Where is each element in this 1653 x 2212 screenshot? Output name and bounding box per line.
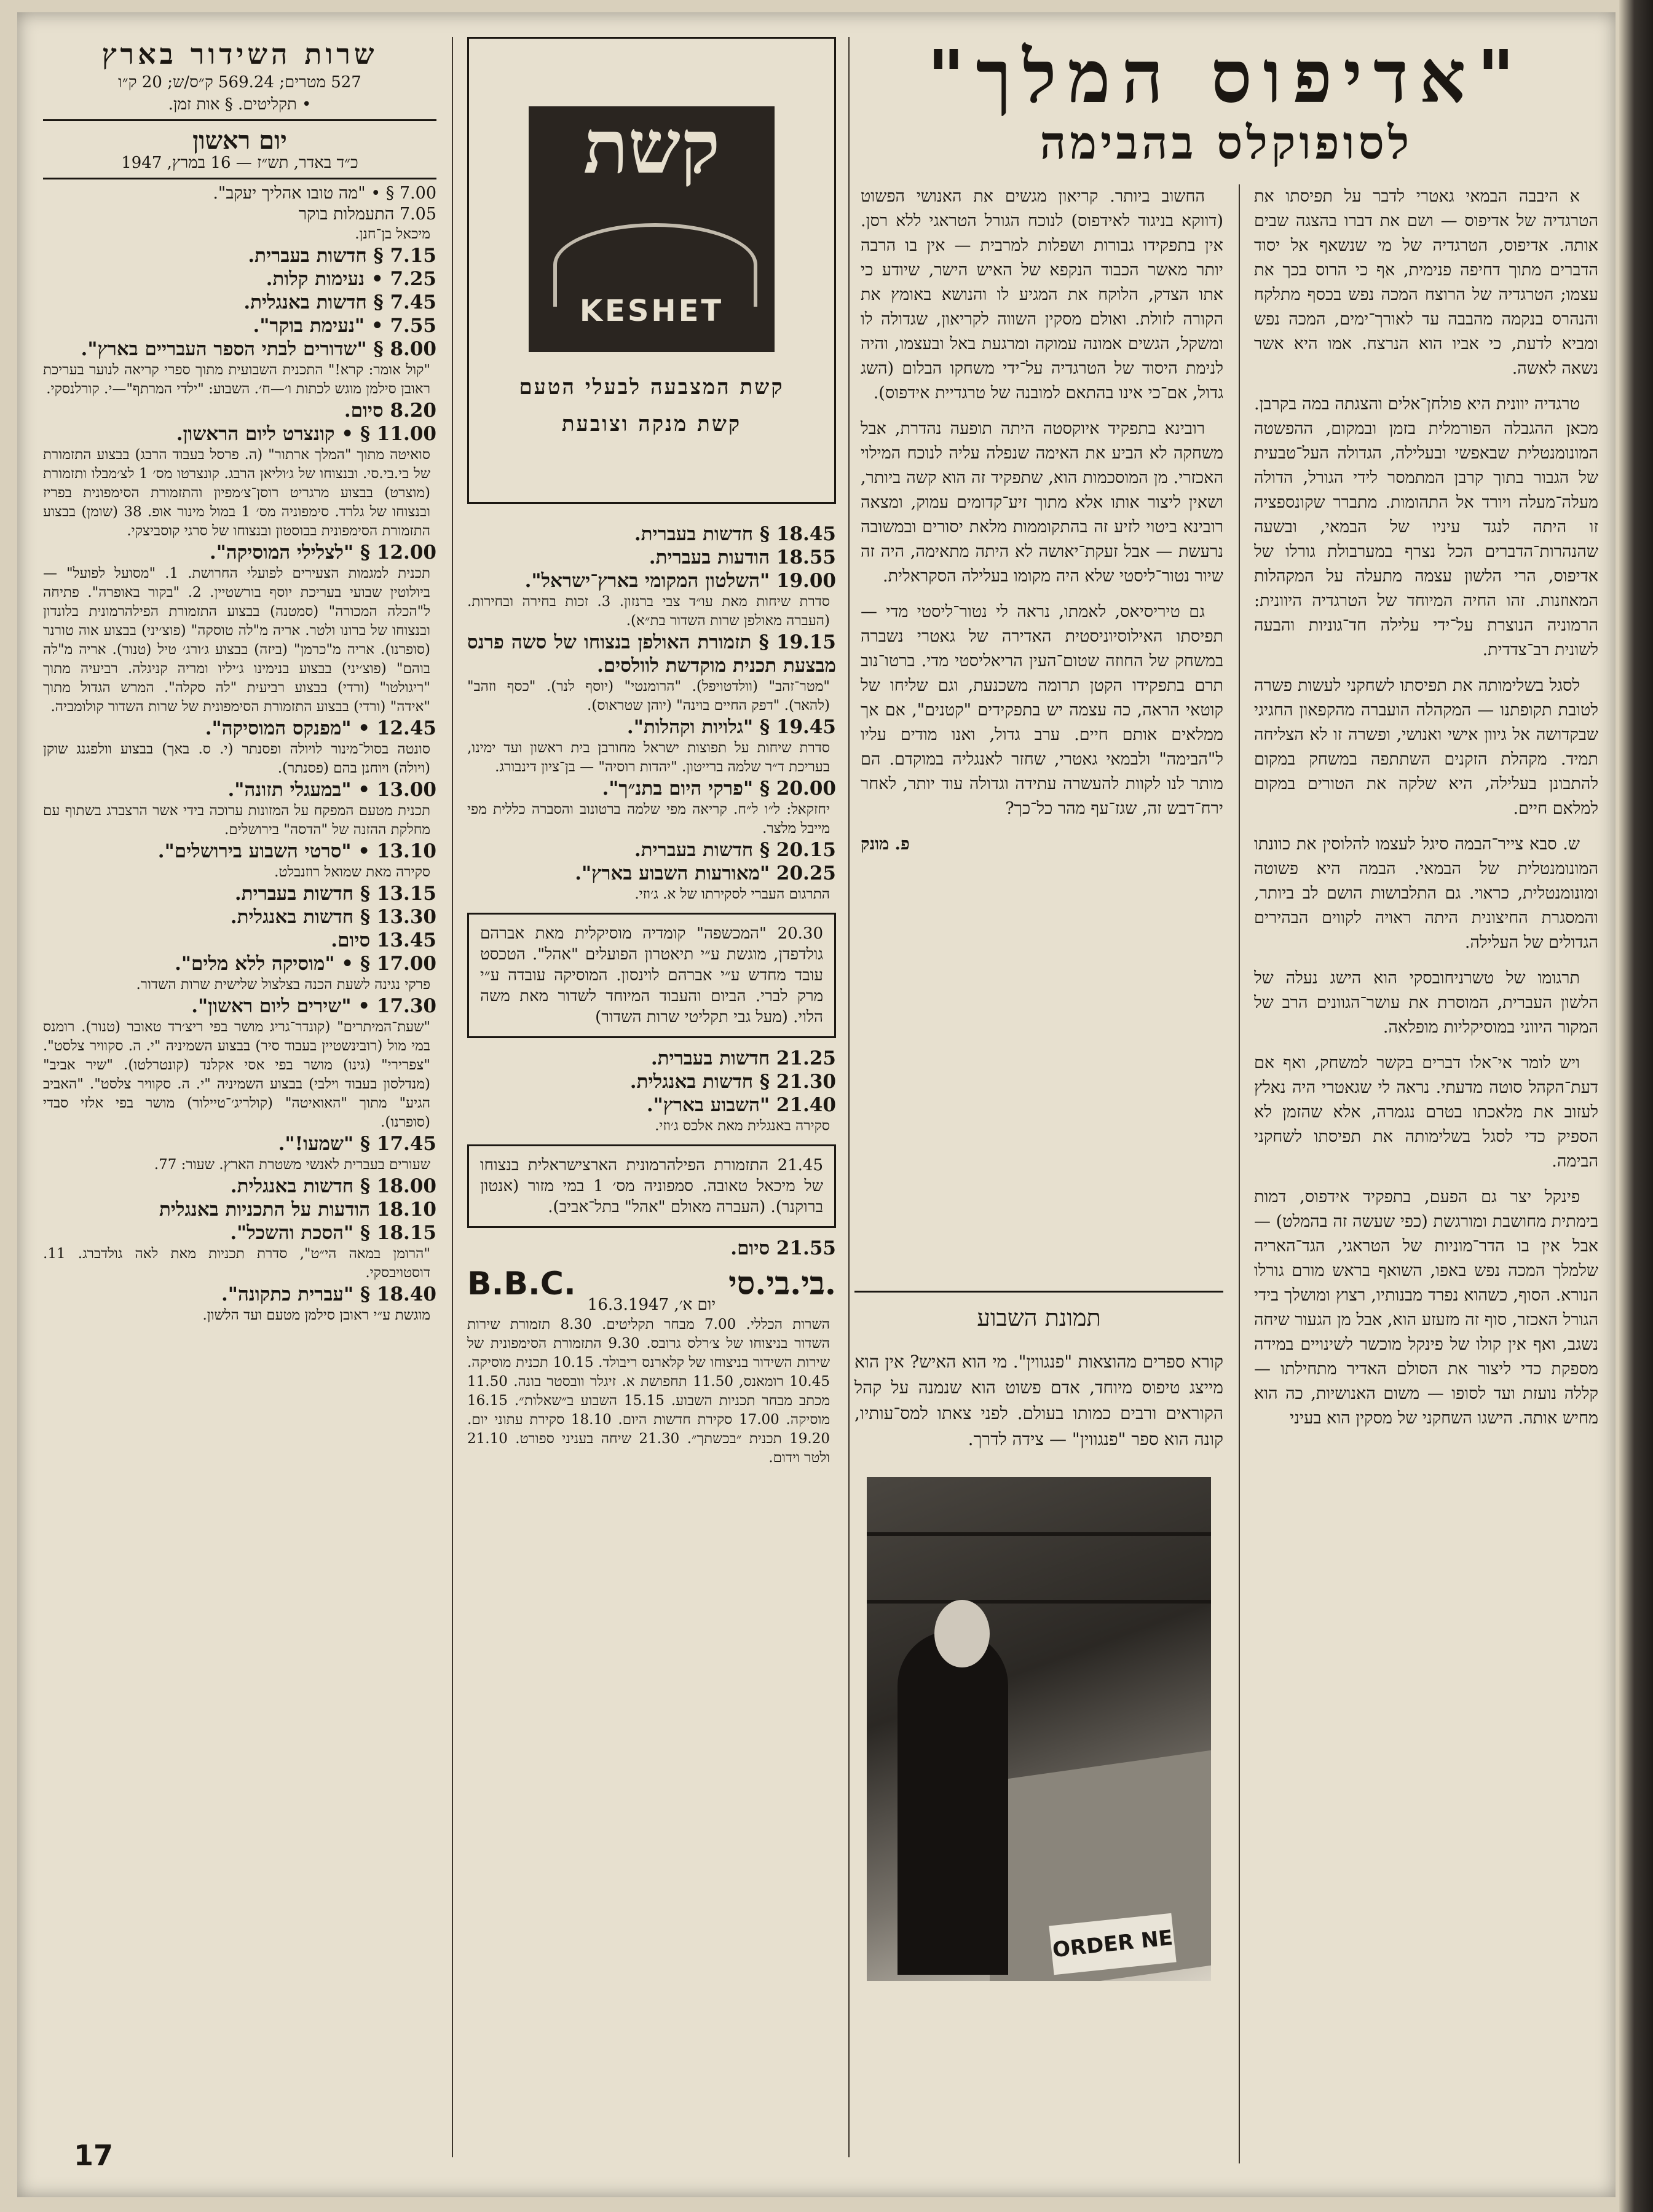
program-description: "מטר־זהב" (וולדטויפל). "הרומנטי" (יוסף לנר). "כסף וזהב" (להאר). "דפק החיים בוינה" (יוהן שטראוס). bbox=[467, 679, 830, 714]
reader-figure bbox=[898, 1631, 1008, 1975]
paragraph-text: טרגדיה יוונית היא פולחן־אלים והצגתה במה בקרבן. מכאן ההגבלה הפורמלית בזמן ובמקום, ההפשטה המונומנטלית שבאפשי ובעלילה, הגדולה העל־טבעית של הגבור בתוך קרבן המתמסר לידי הגורל, הדולה מעלה־מעלה ויורד אל התהומות. מתברר שקונספציה זו היתה לנגד עיניו של הבמאי, ובשעה שהנהרות־הדברים הכל נצרף במערבולת גורלו של אדיפוס, הרי הלשון עצמה מתעלה על המקהלות המאוזנות. זהו החיה המיוחד של הטרגדיה היוונית: הרמוניה הנוצרת על־ידי עלילה חד־גוניות והבעה לשונית רב־צדדית. bbox=[1254, 395, 1598, 659]
bbc-date-value: 16.3.1947 bbox=[587, 1296, 669, 1314]
program-description: "שעת־המיתרים" (קונדר־גריג מושר בפי ריצ׳רד טאובר (טנור). רומנס במי מול (רובינשטיין בעבוד סיר) בבצוע השמיניה "י. ה. סקוויר צלסט". "צפרירי" (גינו) מושר בפי אסי אקלנד (קונטרלטו). "שיר אביב" (מנדלסון בעבוד וילבי) בבצוע השמיניה "י. ה. סקוויר צלסט". "האביב הגיע" מתוך "האואיטה" (קולריג׳־טיילור) מושר בפי אלזי סבדי (סופרנו). bbox=[43, 1019, 430, 1130]
bookshop-photo bbox=[867, 1477, 1211, 1981]
article-headline: "אדיפוס המלך" bbox=[927, 34, 1526, 119]
program-item: 17.30 • "שירים ליום ראשון". bbox=[191, 995, 436, 1017]
late-program-list bbox=[467, 1047, 836, 1136]
paragraph-text: גם טיריסיאס, לאמתו, נראה לי נטור־ליסטי מדי — תפיסתו האילוסיוניסטית האדירה של גאטרי נשברה במשחק של החוזה שטום־העין הריאליסטי מדי. ברטו־נוב תרם בתפקידו הקטן תרומה משכנעת, וגם שליחו של קוטאי הראה, כה עצמה יש בתפקידים "קטנים", אם אך ממלאים אותם חיים. ערב גדול, ואנו מודים עליו ל"הבימה" ולבמאי גאטרי, שחזר לאנגליה במוקדם. הם מותר לנו לקוות להעשרה עתידה וגדולה עוד יותר, לאחר ירח־דבש זה, שגז־עף מהר כל־כך? bbox=[861, 602, 1223, 818]
middle-column bbox=[467, 37, 836, 2170]
program-item: 13.15 § חדשות בעברית. bbox=[234, 883, 436, 905]
ad-slogan-1: קשת המצבעה לבעלי הטעם bbox=[519, 375, 784, 399]
column-rule bbox=[848, 37, 850, 2157]
article-left-column bbox=[861, 184, 1223, 1254]
program-item: 12.00 § "לצלילי המוסיקה". bbox=[209, 541, 436, 564]
program-description: סקירה באנגלית מאת אלכס ג׳וזי. bbox=[655, 1118, 830, 1134]
program-item: 13.00 • "במעגלי תזונה". bbox=[227, 779, 436, 801]
divider bbox=[43, 119, 436, 121]
shelf bbox=[867, 1600, 1211, 1604]
program-description: מיכאל בן־חנן. bbox=[355, 226, 430, 242]
program-item: 18.15 § "הסכת והשכל". bbox=[230, 1222, 436, 1244]
program-item: 13.45 סיום. bbox=[331, 929, 436, 951]
article-paragraph bbox=[1254, 674, 1598, 821]
keshet-logo bbox=[529, 106, 775, 352]
program-item: 11.00 § • קונצרט ליום הראשון. bbox=[176, 423, 436, 445]
picture-title: תמונת השבוע bbox=[977, 1304, 1101, 1331]
program-description: סקירה מאת שמואל רוזנבלט. bbox=[274, 864, 430, 880]
program-item: 7.05 התעמלות בוקר bbox=[298, 205, 436, 224]
paragraph-text: לסגל בשלימותה את תפיסתו לשחקני לעשות פשרה לטובת תקופתנו — המקהלה הועברה מהקפאון החגיגי שבקדושה אל גיוון אישי ואנושי, ופשרה זו לא הצליחה תמיד. מקהלת הזקנים השתתפה במשחק במקום להתבונן בעלילה, היא שלקה את הטורים במקום למלאם חיים. bbox=[1254, 676, 1598, 818]
program-description: סונטה בסול־מינור לויולה ופסנתר (י. ס. באך) בבצוע וולפגנג שוקן (ויולה) ויוחנן בהם (פסנתר). bbox=[43, 741, 430, 776]
radio-date: כ״ד באדר, תש״ז — 16 במרץ, 1947 bbox=[121, 154, 358, 172]
page-number: 17 bbox=[74, 2139, 114, 2172]
logo-latin: KESHET bbox=[579, 294, 724, 328]
program-end: 21.55 סיום. bbox=[730, 1237, 836, 1259]
program-item: 18.45 § חדשות בעברית. bbox=[634, 523, 836, 545]
program-item: 18.40 § "עברית כתקונה". bbox=[221, 1283, 436, 1305]
photo-sign: ORDER NE bbox=[1049, 1913, 1176, 1975]
program-item: 20.15 § חדשות בעברית. bbox=[634, 839, 836, 861]
ad-slogan-2: קשת מנקה וצובעת bbox=[561, 412, 742, 436]
article-paragraph bbox=[861, 417, 1223, 589]
article-paragraph bbox=[1254, 392, 1598, 663]
program-box-witch: 20.30 "המכשפה" קומדיה מוסיקלית מאת אברהם גולדפדן, מוגשת ע״י תיאטרון הפועלים "אהל". הטכסט עובד מחדש ע״י אברהם לוינסון. המוסיקה עובדה ע״י מרק לברי. הביום והעבוד המיוחד לשדור מאת משה הלוי. (מעל גבי תקליטי שרות השדור) bbox=[467, 913, 836, 1038]
radio-program-list bbox=[43, 183, 436, 1325]
reader-head bbox=[934, 1600, 990, 1667]
article-paragraph bbox=[1254, 832, 1598, 955]
program-description: סדרת שיחות מאת עו״ד צבי ברנזון. 3. זכות בחירה ובחירות. (העברה מאולפן שרות השדור בת״א). bbox=[467, 594, 830, 629]
program-item: 8.00 § "שדורים לבתי הספר העבריים בארץ". bbox=[81, 338, 436, 360]
program-item: 7.25 • נעימות קלות. bbox=[266, 268, 436, 290]
radio-day: יום ראשון bbox=[192, 126, 287, 155]
article-signature: פ. מונק bbox=[861, 835, 910, 854]
program-item: 18.55 הודעות בעברית. bbox=[649, 546, 836, 569]
program-item: 18.10 הודעות על התכניות באנגלית bbox=[159, 1198, 436, 1221]
program-item: 13.10 • "סרטי השבוע בירושלים". bbox=[157, 840, 436, 862]
program-item: 19.15 § תזמורת האולפן בנצוחו של סשה פרנס מבצעת תכנית מוקדשת לוולסים. bbox=[467, 631, 836, 677]
article-paragraph bbox=[861, 600, 1223, 821]
program-item: 21.40 "השבוע בארץ". bbox=[646, 1094, 836, 1116]
program-item: 19.00 "השלטון המקומי בארץ־ישראל". bbox=[524, 570, 836, 592]
radio-title: שרות השידור בארץ bbox=[101, 37, 378, 71]
program-item: 8.20 סיום. bbox=[344, 399, 436, 422]
program-item: 13.30 § חדשות באנגלית. bbox=[230, 906, 436, 928]
article-paragraph bbox=[861, 184, 1223, 406]
paragraph-text: ש. סבא צייר־הבמה סיגל לעצמו להלוסין את כוונתו המונומנטלית של הבמאי. הבמה היא פשוטה ומונומנטלית, כראוי. גם התלבושות הושם לב ביותר, והמסגרת החיצונית היתה ראויה לקווים הבהירים הגדולים של העלילה. bbox=[1254, 835, 1598, 952]
program-box-philharmonic: 21.45 התזמורת הפילהרמונית הארצישראלית בנצוחו של מיכאל טאובה. סמפוניה מס׳ 1 במי מזור (אנטון ברוקנר). (העברה מאולם "אהל" בתל־אביב). bbox=[467, 1144, 836, 1228]
evening-program-list bbox=[467, 522, 836, 904]
program-item: 18.00 § חדשות באנגלית. bbox=[230, 1175, 436, 1197]
program-description: "הרומן במאה הי״ט", סדרת תכניות מאת לאה גולדברג. 11. דוסטויבסקי. bbox=[43, 1246, 430, 1281]
program-description: פרקי נגינה לשעת הכנה בצלצול שלישית שרות השדור. bbox=[136, 977, 430, 993]
program-description: התרגום העברי לסקירתו של א. ג׳וזי. bbox=[634, 886, 830, 902]
picture-caption: קורא ספרים מהוצאות "פנגווין". מי הוא האיש? אין הוא מייצג טיפוס מיוחד, אדם פשוט הוא שנמנה על קהל הקוראים ורבים כמותו בעולם. לפני צאתו למס־עותיו, קונה הוא ספר "פנגווין" — צידה לדרך. bbox=[854, 1352, 1223, 1449]
picture-of-week bbox=[854, 1291, 1223, 2170]
program-item: 12.45 • "מפנקס המוסיקה". bbox=[205, 717, 436, 739]
radio-frequency: 527 מטרים; 569.24 ק״ס/ש; 20 ק״ו bbox=[118, 73, 361, 92]
program-item: 20.00 § "פרקי היום בתנ״ך". bbox=[602, 777, 836, 800]
program-item: 7.15 § חדשות בעברית. bbox=[248, 245, 436, 267]
keshet-advertisement bbox=[467, 37, 836, 504]
program-item: 7.55 • "נעימת בוקר". bbox=[253, 315, 436, 337]
program-description: יחזקאל: ל״ו ל״ח. קריאה מפי שלמה ברטונוב והסברה כללית מפי מייבל מלצר. bbox=[467, 801, 830, 836]
article-paragraph bbox=[1254, 1185, 1598, 1431]
column-rule bbox=[452, 37, 453, 2157]
paragraph-text: פינקל יצר גם הפעם, בתפקיד אידפוס, דמות בימתית מחושבת ומורגשת (כפי שעשה זה בהמלט) — אבל אין בו הדר־מוניות של הטראגי, הגד־האריה שלמלך המכה נפש באפו, השואף בראש מורם גורלו הנורא. הסוף, כשהוא נפרד מבנותיו, רצוץ ומושלך בידי הגורל האכזר, סוף זה מזעזע הוא, אבל מן הגעור שיחה נשגב, ואף אין קולו של פינקל מוכשר לשינויים במידה מספקת כדי ליצור את הסולם האדיר מתחילתו — קללה נועזת ועד לסופו — משום האנושיות, כה הוא מחיש אותה. הישגו השחקני של מסקין הוא בעיני bbox=[1254, 1187, 1598, 1428]
program-description: תכנית מטעם המפקח על המזונות ערוכה בידי אשר הרצברג בשתוף עם מחלקת ההזנה של "הדסה" בירושלים. bbox=[43, 803, 430, 838]
book-binding bbox=[1619, 0, 1653, 2212]
paragraph-text: רובינא בתפקיד איוקסטה היתה תופעה נהדרת, אבל משחקה לא הביע את האימה שנפלה עליה לנוכח המילוי האכזרי. מן המוסכמות הוא, שתפקיד זה הוא קשה ביותר, ושאין ליצור אותו אלא מתוך זיע־קדומים עמוק, ומצאה רובינא ביטוי לזיע זה בהתקוממות מלאת יסורים ובמשובה נרעשת — אבל זעקת־יאושה לא היתה מתאימה, היה זה שיור נטור־ליסטי שלא היה מקומו בעלילה הסקראלית. bbox=[861, 419, 1223, 586]
program-description: "קול אומר: קרא!" התכנית השבועית מתוך ספרי קריאה לנוער בעריכת ראובן סילמן מוגש לכתות ו׳—ח׳. השבוע: "ילדי המרתף"—י. קורלנסקי. bbox=[43, 362, 430, 397]
radio-legend: • תקליטים. § אות זמן. bbox=[168, 95, 312, 114]
shelf bbox=[867, 1532, 1211, 1536]
article-headline-block bbox=[861, 34, 1592, 170]
program-description: סדרת שיחות על תפוצות ישראל מחורבן בית ראשון ועד ימינו, בעריכת ד״ר שלמה ברייטון. "יהדות רוסיה" — בן־ציון דינבורג. bbox=[467, 740, 830, 775]
column-rule bbox=[1239, 184, 1240, 2163]
divider bbox=[43, 178, 436, 179]
article-paragraph bbox=[1254, 1051, 1598, 1174]
logo-hebrew: קשת bbox=[583, 104, 720, 191]
program-description: מוגשת ע״י ראובן סילמן מטעם ועד הלשון. bbox=[202, 1307, 430, 1323]
bbc-header bbox=[467, 1265, 836, 1302]
bbc-day: יום א׳, bbox=[674, 1296, 716, 1314]
bbc-hebrew: בי.בי.סי. bbox=[728, 1265, 836, 1302]
article-right-column bbox=[1254, 184, 1598, 2170]
program-item: 17.45 § "שמעו!". bbox=[278, 1133, 436, 1155]
bbc-latin: B.B.C. bbox=[467, 1265, 576, 1302]
program-item: 19.45 § "גלויות וקהלות". bbox=[626, 716, 836, 738]
article-subheadline: לסופוקלס בהבימה bbox=[1040, 117, 1413, 170]
paragraph-text: תרגומו של טשרניחובסקי הוא הישג נעלה של הלשון העברית, המוסרת את עושר־הגוונים הרב של המקור היווני במוסיקליות מופלאה. bbox=[1254, 969, 1598, 1037]
program-description: סואיטה מתוך "המלך ארתור" (ה. פרסל בעבוד הרבג) בבצוע התזמורת של בי.בי.סי. ובנצוחו של ג׳וליאן הרבג. קונצרטו מס׳ 1 לצ׳מבלו ותזמורת (מוצרט) בבצוע מרגריט רוסן־צ׳מפיון והתזמורת הסימפונית בפריז ובנצוחו של גלרד. סימפוניה מס׳ 1 במול מינור אופ. 38 (שומן) בבצוע התזמורת הסימפונית בבוסטון ובנצוחו של סרגי קוסביצקי. bbox=[43, 447, 431, 539]
radio-schedule-column bbox=[43, 37, 436, 2163]
bbc-schedule: השרות הכללי. 7.00 מבחר תקליטים. 8.30 תזמורת שירות השדור בניצוחו של צ׳רלס גרובס. 9.30 התזמורת הסימפונית של שירות השידור בניצוחו של קלארנס ריבולד. 10.15 תכנית מוסיקה. 10.45 רומאנס, 11.50 תחפושת א. זיגלר וובסטר בונה. 11.50 מכתב מבחר תכניות השבוע. 15.15 השבוע ב״שאלות״. 16.15 מוסיקה. 17.00 סקירת חדשות היום. 18.10 סקירת עתוני יום. 19.20 תכנית ״בכשתך״. 21.30 שיחה בעניני ספורט. 21.10 ולטר וידום. bbox=[467, 1317, 830, 1466]
program-item: 7.00 § • "מה טובו אהליך יעקב". bbox=[213, 184, 436, 203]
program-item: 21.30 § חדשות באנגלית. bbox=[629, 1071, 836, 1093]
program-item: 20.25 "מאורעות השבוע בארץ". bbox=[575, 862, 836, 884]
program-item: 21.25 חדשות בעברית. bbox=[650, 1047, 836, 1069]
paragraph-text: א היבבה הבמאי גאטרי לדבר על תפיסתו את הטרגדיה של אדיפוס — ושם את דברו בהצגה שבים אותה. אדיפוס, הטרגדיה של מי שנשאף אל יסוד הדברים מתוך דחיפה פנימית, אף כי הרוס בכך את עצמו; הטרגדיה של הרוצח המכה נפש בכסף מתלקח והנהרס בנקמה מהבבה עד לאורך־ימים, המכה נפש ומביא לדעת, כי אביו הוא הנרצח. אמו היא אשר נשאה לאשה. bbox=[1254, 187, 1598, 378]
program-description: תכנית למגמות הצעירים לפועלי החרושת. 1. "מסועל לפועל" — ביולוטין שבועי בעריכת יוסף בורשטיין. 2. "בקור באופרה". פתיחה ל"הכלה המכורה" (סמטנה) בבצוע התזמורת הפילהרמונית בלונדון ובנצוחו של ברונו ולטר. אריה מ"לה טוסקה" (פוצ׳יני) בבצוע אוה טורנר (סופרנו). אריה מ"כרמן" (ביזה) בבצוע ג׳ורג׳ טיל (טנור). אריה מ"לה בוהם" (פוצ׳יני) בבצוע בנימינו ג׳יליו ומריה קניגלה. רביעיה מתוך "ריגולטו" (ורדי) בבצוע רביעית "לה סקלה". המרש הגדול מתוך "אידה" (ורדי) בבצוע התזמורת הסימפונית של שרות השדור קולומביה. bbox=[43, 565, 431, 715]
article-paragraph bbox=[1254, 966, 1598, 1040]
paragraph-text: החשוב ביותר. קריאון מגשים את האנושי הפשוט (דווקא בניגוד לאידפוס) לנוכח הגורל הטראגי ללא רסן. אין בתפקידו גבורות ושפלות למרבית — אין בו הרבה יותר מאשר הכבוד הנקפא של האיש הישר, שיודע כי אתו הצדק, הלוקח את המגיע לו והנושא באומץ את הקורה לזולת. ואולם מסקין השווה לקריאון, שגדולה לו ומשקל, הגשים אמונה עמוקה ומרגעת באל ובעצמו, והיה לנימת היסוד של הטרגדיה על־ידי משחקו הבלום (השג גדול, אם־כי אינו בהתאם למובנה של טרגדיית אידפוס). bbox=[861, 187, 1223, 403]
article-paragraph bbox=[1254, 184, 1598, 381]
program-item: 17.00 § • "מוסיקה ללא מלים". bbox=[175, 953, 436, 975]
paragraph-text: ויש לומר אי־אלו דברים בקשר למשחק, ואף אם דעת־הקהל סוטה מדעתי. נראה לי שגאטרי היה נאלץ לעזוב את מלאכתו בטרם נגמרה, אלא שהזמן לא הספיק כדי לסגל בשלימותה את תפיסתו לשחקני הבימה. bbox=[1254, 1053, 1598, 1171]
program-description: שעורים בעברית לאנשי משטרת הארץ. שעור: 77. bbox=[154, 1157, 430, 1173]
program-item: 7.45 § חדשות באנגלית. bbox=[243, 291, 436, 313]
